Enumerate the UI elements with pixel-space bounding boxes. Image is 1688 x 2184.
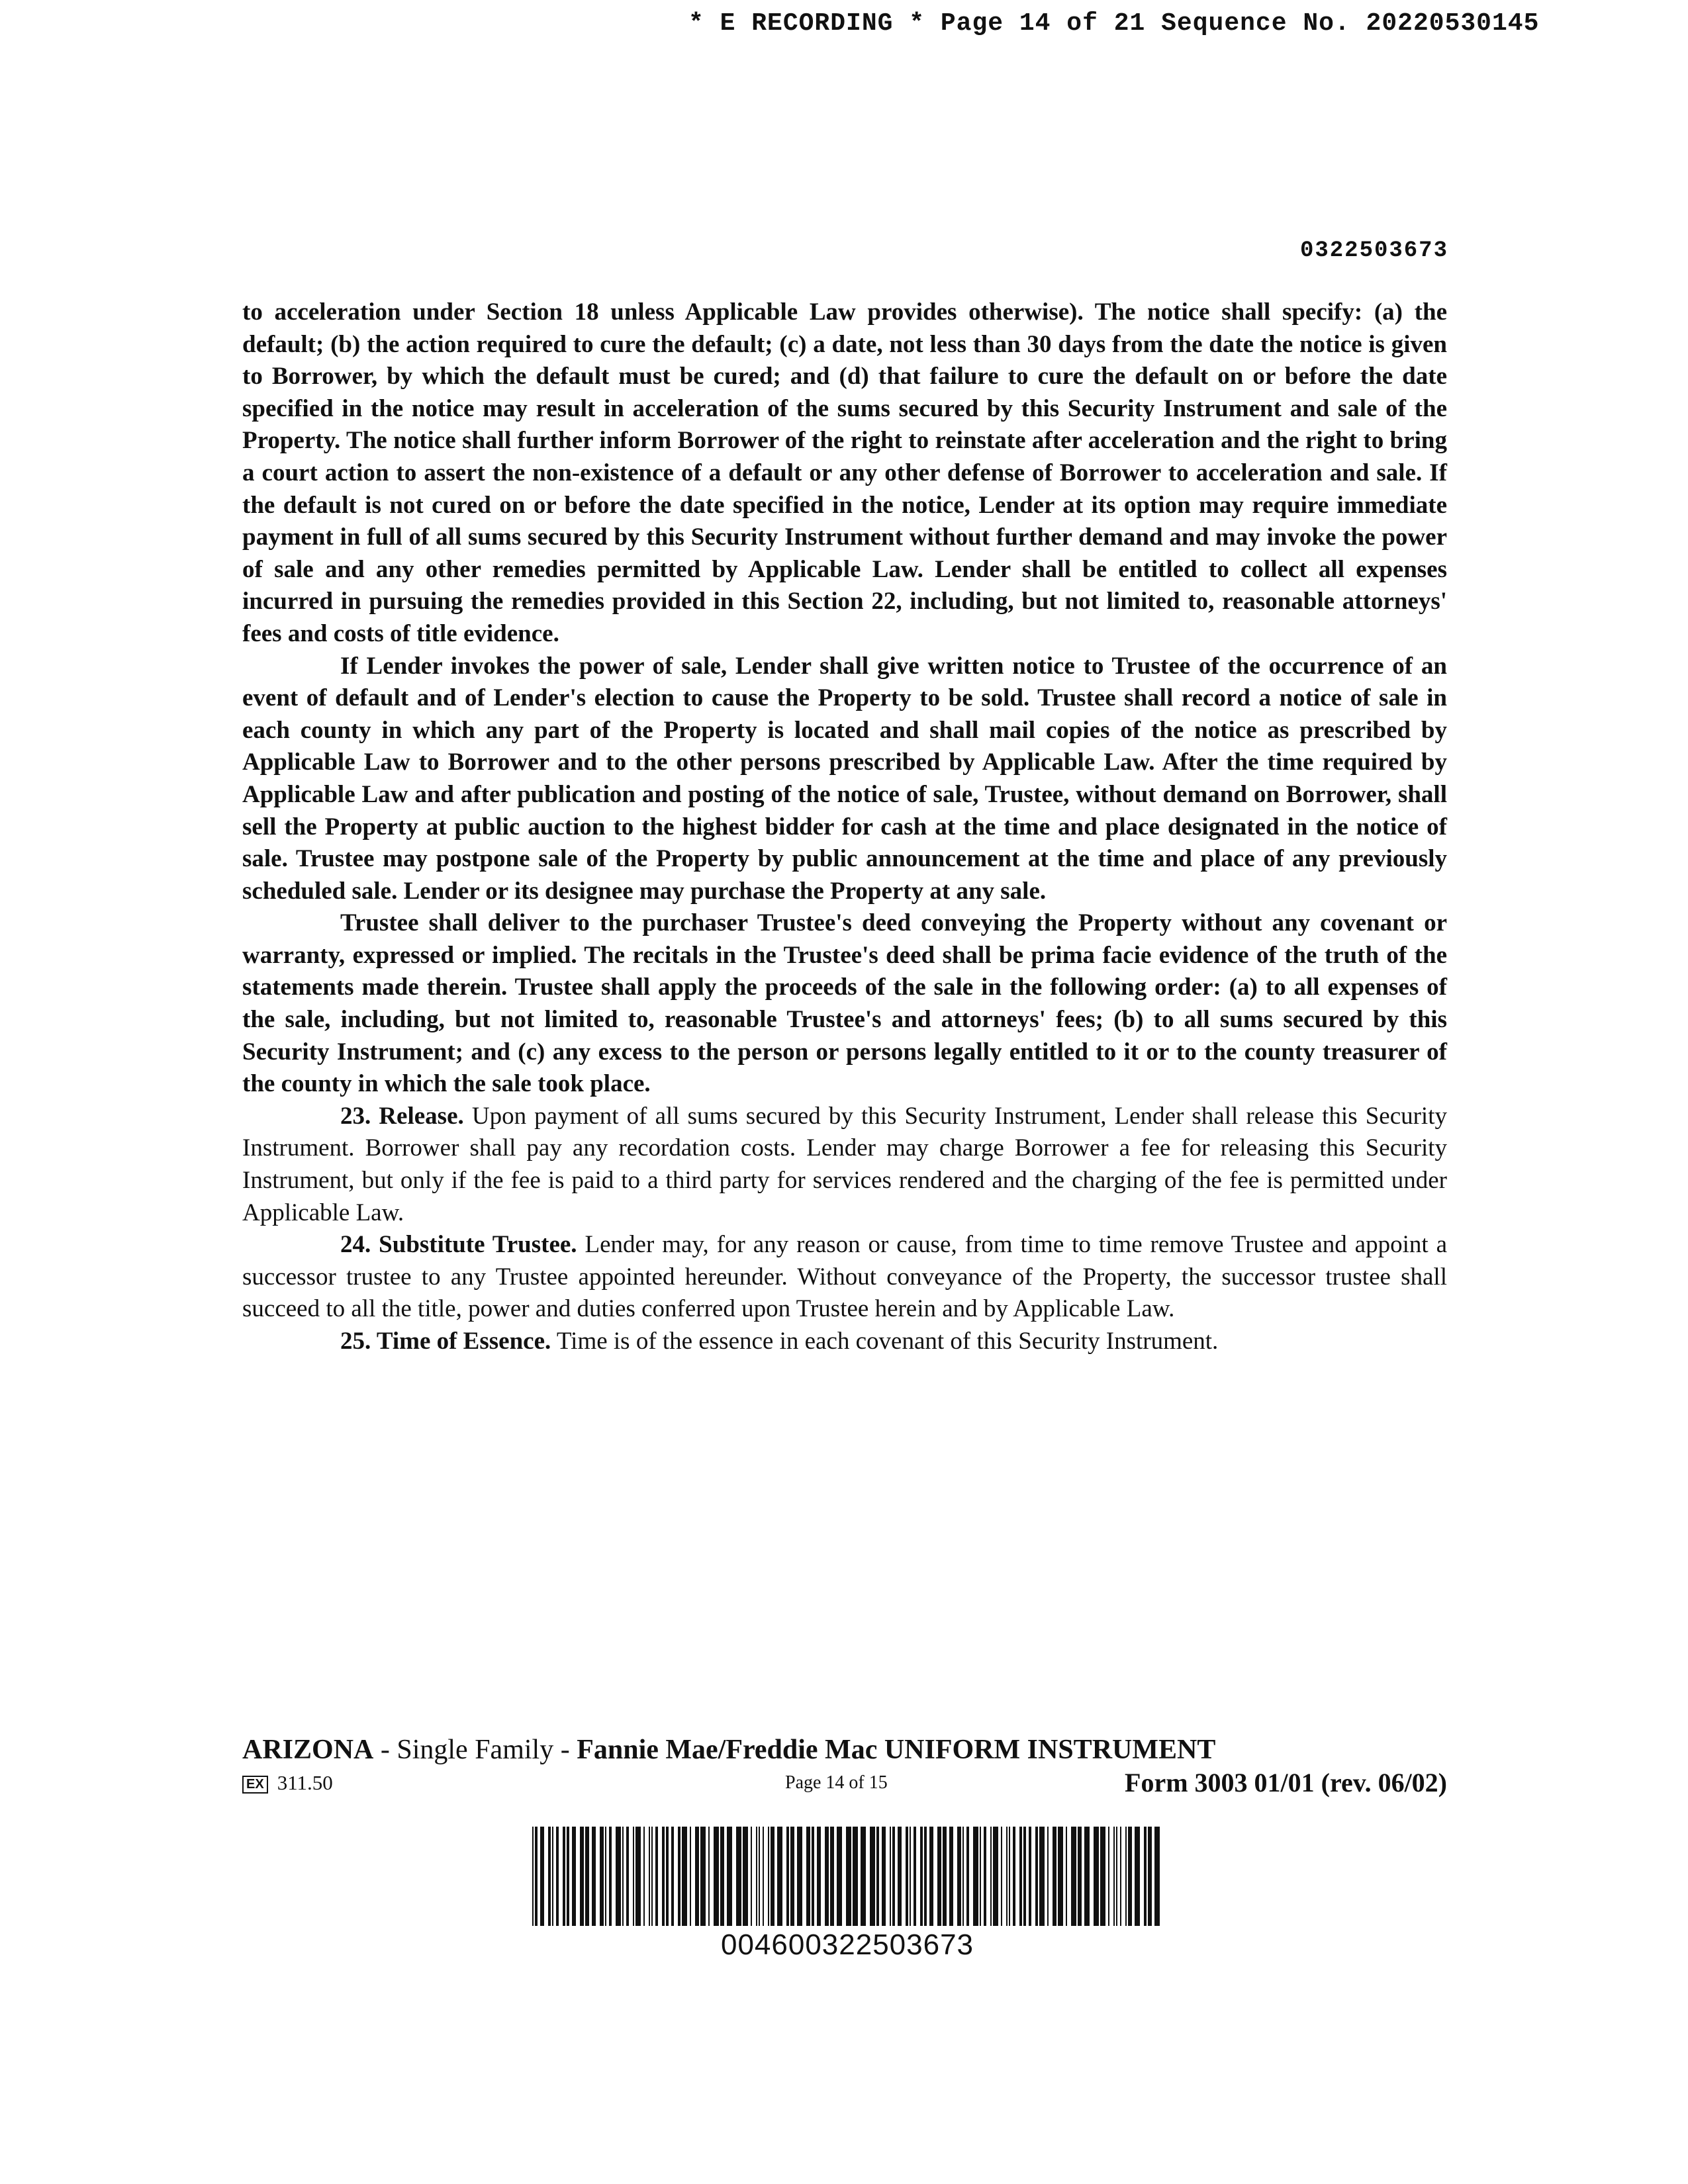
form-info-row <box>242 1767 1447 1800</box>
barcode-bar <box>990 1827 992 1926</box>
barcode-bar <box>540 1827 544 1926</box>
barcode-bar <box>797 1827 802 1926</box>
barcode-bar <box>535 1827 538 1926</box>
barcode-bar <box>1094 1827 1099 1926</box>
form-title <box>242 1734 1447 1766</box>
barcode-bar <box>616 1827 621 1926</box>
barcode-bar <box>906 1827 908 1926</box>
barcode-bar <box>756 1827 757 1926</box>
barcode-bar <box>898 1827 902 1926</box>
page-footer <box>242 1734 1447 1800</box>
form-instrument: Fannie Mae/Freddie Mac UNIFORM INSTRUMENT <box>577 1735 1216 1765</box>
barcode-bar <box>1047 1827 1049 1926</box>
loan-number: 0322503673 <box>1299 238 1448 263</box>
barcode-bar <box>548 1827 551 1926</box>
barcode-bar <box>727 1827 732 1926</box>
barcode-bar <box>592 1827 596 1926</box>
barcode-bar <box>910 1827 911 1926</box>
barcode-bar <box>556 1827 559 1926</box>
barcode-bar <box>993 1827 998 1926</box>
ex-badge: EX <box>242 1776 268 1794</box>
barcode-bar <box>1078 1827 1082 1926</box>
document-body <box>242 296 1447 1358</box>
barcode-bar <box>771 1827 774 1926</box>
barcode-bar <box>914 1827 916 1926</box>
barcode-bar <box>882 1827 886 1926</box>
barcode-bar <box>678 1827 680 1926</box>
barcode-bar <box>736 1827 741 1926</box>
form-number: Form 3003 01/01 (rev. 06/02) <box>1125 1768 1447 1797</box>
form-state: ARIZONA <box>242 1735 374 1765</box>
barcode-bar <box>532 1827 534 1926</box>
barcode-bar <box>1084 1827 1090 1926</box>
barcode-bar <box>837 1827 842 1926</box>
barcode-bar <box>768 1827 769 1926</box>
barcode-bar <box>892 1827 895 1926</box>
barcode-bar <box>830 1827 834 1926</box>
form-sep-1: - <box>373 1735 397 1765</box>
section-23-title: 23. Release. <box>340 1102 464 1130</box>
section-23-release <box>242 1101 1447 1229</box>
barcode-bar <box>1120 1827 1121 1926</box>
barcode-bar <box>817 1827 821 1926</box>
barcode-bar <box>1013 1827 1015 1926</box>
barcode-bar <box>552 1827 553 1926</box>
barcode-bar <box>1035 1827 1038 1926</box>
barcode-bar <box>1148 1827 1152 1926</box>
section-24-text: Lender may, for any reason or cause, from time to time remove Trustee and appoint a successor trustee to any Trustee appointed hereunder. Without conveyance of the Property, the successor trustee shall succeed to all the title, power and duties conferred upon Trustee herein and by Applicable Law. <box>242 1231 1447 1323</box>
barcode-bar <box>812 1827 814 1926</box>
barcode-bar <box>635 1827 641 1926</box>
barcode-bar <box>943 1827 947 1926</box>
barcode-bar <box>609 1827 612 1926</box>
barcode-bar <box>714 1827 719 1926</box>
barcode-bar <box>924 1827 927 1926</box>
barcode-bar <box>643 1827 645 1926</box>
barcode-bar <box>984 1827 986 1926</box>
barcode-bar <box>708 1827 710 1926</box>
barcode-bar <box>853 1827 858 1926</box>
barcode-bar <box>1113 1827 1115 1926</box>
barcode-bars <box>530 1827 1165 1926</box>
barcode-bar <box>790 1827 794 1926</box>
barcode-bar <box>949 1827 953 1926</box>
barcode-bar <box>720 1827 724 1926</box>
section-24-substitute-trustee <box>242 1229 1447 1326</box>
barcode-bar <box>1039 1827 1045 1926</box>
barcode-bar <box>1144 1827 1147 1926</box>
paragraph-acceleration-notice: to acceleration under Section 18 unless Applicable Law provides otherwise). The notice shall specify: (a) the default; (b) the action required to cure the default; (c) a date, not less than 30 days from the date the notice is given to Borrower, by which the default must be cured; and (d) that failure to cure the default on or before the date specified in the notice may result in acceleration of the sums secured by this Security Instrument and sale of the Property. The notice shall further inform Borrower of the right to reinstate after acceleration and the right to bring a court action to assert the non-existence of a default or any other defense of Borrower to acceleration and sale. If the default is not cured on or before the date specified in the notice, Lender at its option may require immediate payment in full of all sums secured by this Security Instrument without further demand and may invoke the power of sale and any other remedies permitted by Applicable Law. Lender shall be entitled to collect all expenses incurred in pursuing the remedies provided in this Section 22, including, but not limited to, reasonable attorneys' fees and costs of title evidence. <box>242 298 1447 647</box>
barcode-bar <box>1009 1827 1010 1926</box>
barcode-bar <box>671 1827 674 1926</box>
barcode-bar <box>763 1827 764 1926</box>
barcode-bar <box>695 1827 699 1926</box>
barcode-bar <box>622 1827 624 1926</box>
barcode-bar <box>870 1827 875 1926</box>
barcode-bar <box>605 1827 606 1926</box>
barcode <box>530 1827 1165 1962</box>
barcode-bar <box>572 1827 576 1926</box>
barcode-bar <box>1023 1827 1026 1926</box>
barcode-bar <box>1001 1827 1002 1926</box>
barcode-bar <box>786 1827 789 1926</box>
barcode-bar <box>585 1827 589 1926</box>
form-family: Single Family <box>397 1735 554 1765</box>
barcode-bar <box>1058 1827 1063 1926</box>
barcode-bar <box>563 1827 565 1926</box>
barcode-bar <box>966 1827 969 1926</box>
barcode-bar <box>861 1827 866 1926</box>
barcode-bar <box>633 1827 634 1926</box>
barcode-bar <box>580 1827 584 1926</box>
barcode-bar <box>876 1827 879 1926</box>
barcode-bar <box>825 1827 829 1926</box>
barcode-bar <box>649 1827 650 1926</box>
barcode-bar <box>962 1827 964 1926</box>
barcode-bar <box>929 1827 933 1926</box>
barcode-bar <box>806 1827 810 1926</box>
barcode-bar <box>626 1827 629 1926</box>
barcode-bar <box>1108 1827 1109 1926</box>
barcode-bar <box>666 1827 669 1926</box>
form-sep-2: - <box>553 1735 577 1765</box>
barcode-bar <box>1125 1827 1127 1926</box>
barcode-bar <box>1006 1827 1008 1926</box>
page-number: Page 14 of 15 <box>785 1772 888 1793</box>
section-25-title: 25. Time of Essence. <box>340 1328 551 1355</box>
barcode-bar <box>1128 1827 1132 1926</box>
barcode-bar <box>600 1827 604 1926</box>
paragraph-power-of-sale: If Lender invokes the power of sale, Lender shall give written notice to Trustee of the occurrence of an event of default and of Lender's election to cause the Property to be sold. Trustee shall record a notice of sale in each county in which any part of the Property is located and shall mail copies of the notice as prescribed by Applicable Law to Borrower and to the other persons prescribed by Applicable Law. After the time required by Applicable Law and after publication and posting of the notice of sale, Trustee, without demand on Borrower, shall sell the Property at public auction to the highest bidder for cash at the time and place designated in the notice of sale. Trustee may postpone sale of the Property by public announcement at the time and place of any previously scheduled sale. Lender or its designee may purchase the Property at any sale. <box>242 652 1447 905</box>
barcode-bar <box>1154 1827 1160 1926</box>
barcode-bar <box>1066 1827 1067 1926</box>
section-25-time-of-essence <box>242 1326 1447 1358</box>
barcode-bar <box>682 1827 687 1926</box>
barcode-bar <box>655 1827 658 1926</box>
barcode-bar <box>651 1827 653 1926</box>
barcode-bar <box>1135 1827 1140 1926</box>
barcode-bar <box>1100 1827 1105 1926</box>
barcode-bar <box>662 1827 665 1926</box>
barcode-bar <box>700 1827 706 1926</box>
barcode-bar <box>759 1827 760 1926</box>
barcode-bar <box>1116 1827 1117 1926</box>
barcode-bar <box>957 1827 961 1926</box>
barcode-bar <box>1019 1827 1022 1926</box>
form-code-number: 311.50 <box>277 1771 333 1794</box>
barcode-bar <box>777 1827 782 1926</box>
barcode-bar <box>567 1827 569 1926</box>
recording-header: * E RECORDING * Page 14 of 21 Sequence No. 20220530145 <box>688 9 1540 38</box>
barcode-bar <box>751 1827 752 1926</box>
barcode-bar <box>1071 1827 1076 1926</box>
barcode-number: 004600322503673 <box>720 1929 974 1961</box>
barcode-bar <box>937 1827 941 1926</box>
barcode-bar <box>920 1827 923 1926</box>
barcode-bar <box>980 1827 981 1926</box>
section-24-title: 24. Substitute Trustee. <box>340 1231 577 1259</box>
barcode-bar <box>1053 1827 1056 1926</box>
section-23-text: Upon payment of all sums secured by this Security Instrument, Lender shall release this Security Instrument. Borrower shall pay any recordation costs. Lender may charge Borrower a fee for releasing this Security Instrument, but only if the fee is paid to a third party for services rendered and the charging of the fee is permitted under Applicable Law. <box>242 1102 1447 1226</box>
barcode-bar <box>890 1827 891 1926</box>
barcode-bar <box>973 1827 978 1926</box>
form-code <box>242 1771 333 1795</box>
barcode-bar <box>743 1827 748 1926</box>
barcode-bar <box>846 1827 851 1926</box>
paragraph-trustee-deed: Trustee shall deliver to the purchaser Trustee's deed conveying the Property without any covenant or warranty, expressed or implied. The recitals in the Trustee's deed shall be prima facie evidence of the truth of the statements made therein. Trustee shall apply the proceeds of the sale in the following order: (a) to all expenses of the sale, including, but not limited to, reasonable Trustee's and attorneys' fees; (b) to all sums secured by this Security Instrument; and (c) any excess to the person or persons legally entitled to it or to the county treasurer of the county in which the sale took place. <box>242 909 1447 1098</box>
section-25-text: Time is of the essence in each covenant of this Security Instrument. <box>556 1328 1219 1355</box>
barcode-bar <box>1029 1827 1031 1926</box>
barcode-bar <box>690 1827 691 1926</box>
